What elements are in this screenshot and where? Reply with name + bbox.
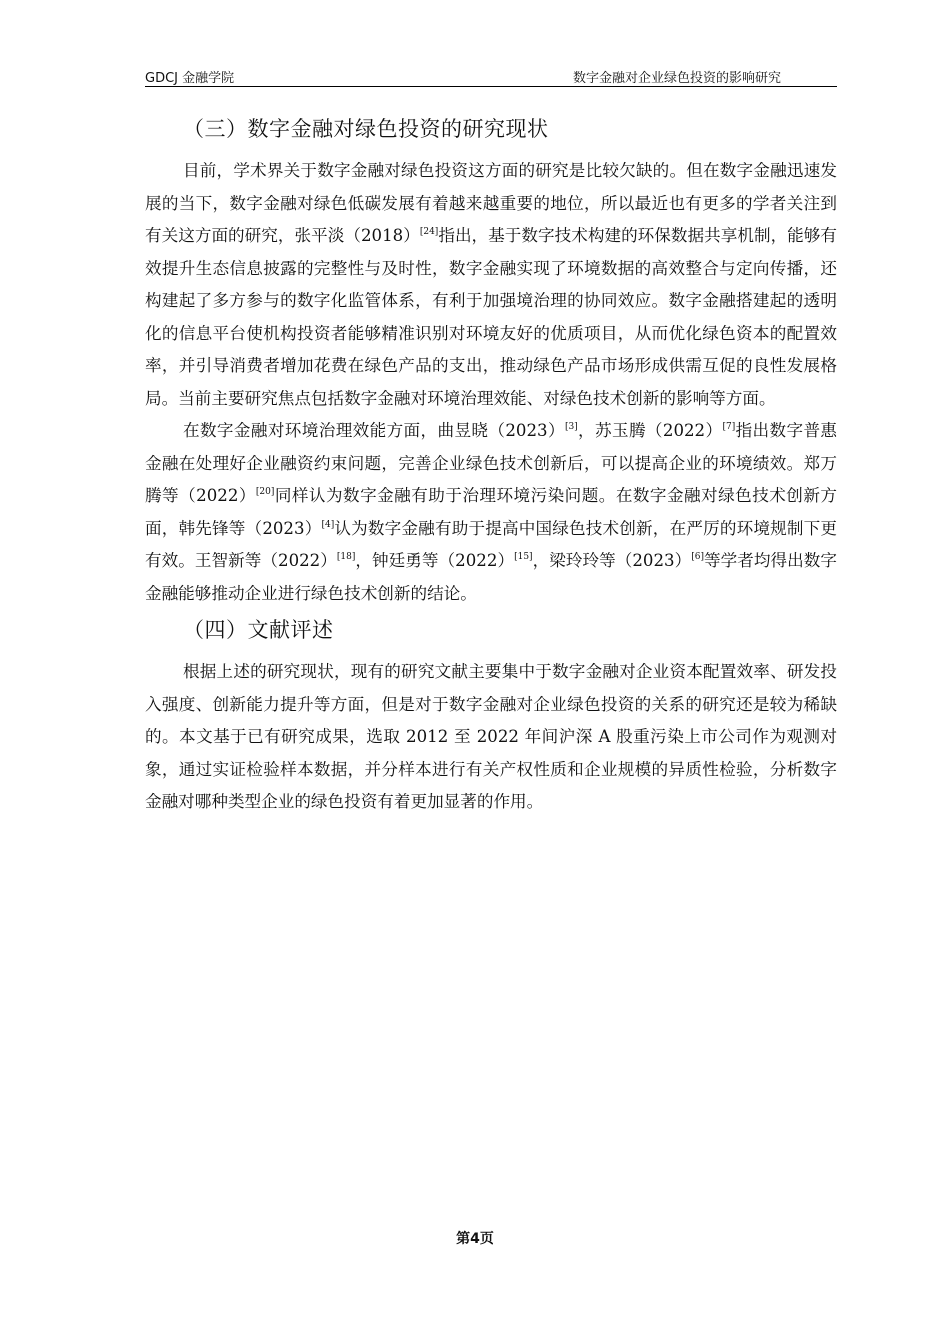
page-number: 第4页 [456,1231,494,1247]
citation: [3] [564,422,578,432]
citation: [20] [255,487,275,497]
text-run: 同样认为数字金融有助于治理环境污染问题。在数字金融对绿色技术创新方面，韩先锋等（2023） [145,486,838,538]
section-3-paragraph-2 [145,415,837,610]
text-run: ，梁玲玲等（2023） [532,551,692,570]
text-run: 认为数字金融有助于提高中国绿色技术创新，在严厉的环境规制下更有效。王智新等（2022） [145,518,837,570]
citation: [24] [419,227,439,237]
citation: [4] [321,519,335,530]
header-institution: GDCJ 金融学院 [145,71,235,86]
citation: [15] [514,552,533,562]
text-run: 指出，基于数字技术构建的环保数据共享机制，能够有效提升生态信息披露的完整性与及时性，数字金融实现了环境数据的高效整合与定向传播，还构建起了多方参与的数字化监管体系，有利于加强境治理的协同效应。数字金融搭建起的透明化的信息平台使机构投资者能够精准识别对环境友好的优质项目，从而优化绿色资本的配置效率，并引导消费者增加花费在绿色产品的支出，推动绿色产品市场形成供需互促的良性发展格局。当前主要研究焦点包括数字金融对环境治理效能、对绿色技术创新的影响等方面。 [145,226,838,408]
text-run: 指出数字普惠金融在处理好企业融资约束问题，完善企业绿色技术创新后，可以提高企业的环境绩效。郑万腾等（2022） [145,421,838,505]
section-3-heading: （三）数字金融对绿色投资的研究现状 [183,117,549,141]
page-body [145,113,837,819]
page-header [145,66,837,87]
citation: [6] [691,552,704,562]
text-run: 等学者均得出数字金融能够推动企业进行绿色技术创新的结论。 [145,551,838,603]
citation: [18] [336,552,356,562]
text-run: ，苏玉腾（2022） [577,421,723,440]
citation: [7] [722,422,736,432]
header-paper-title: 数字金融对企业绿色投资的影响研究 [572,71,781,86]
text-run: ，钟廷勇等（2022） [355,551,515,570]
text-run: 目前，学术界关于数字金融对绿色投资这方面的研究是比较欠缺的。但在数字金融迅速发展的当下，数字金融对绿色低碳发展有着越来越重要的地位，所以最近也有更多的学者关注到有关这方面的研究，张平淡（2018） [145,161,837,245]
text-run: 在数字金融对环境治理效能方面，曲昱晓（2023） [183,421,565,440]
section-4-heading: （四）文献评述 [183,618,334,642]
section-4-paragraph-1: 根据上述的研究现状，现有的研究文献主要集中于数字金融对企业资本配置效率、研发投入强度、创新能力提升等方面，但是对于数字金融对企业绿色投资的关系的研究还是较为稀缺的。本文基于已有研究成果，选取 2012 至 2022 年间沪深 A 股重污染上市公司作为观测对象，通过实证检验样本数据，并分样本进行有关产权性质和企业规模的异质性检验，分析数字金融对哪种类型企业的绿色投资有着更加显著的作用。 [145,662,837,811]
section-3-paragraph-1 [145,155,837,415]
